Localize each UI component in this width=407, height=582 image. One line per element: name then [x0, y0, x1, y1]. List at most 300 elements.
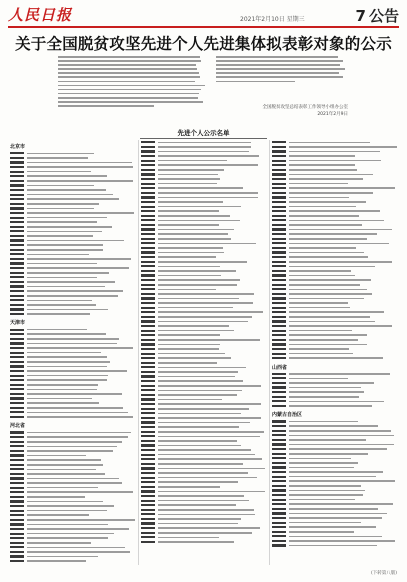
person-name-text: [141, 532, 155, 534]
person-name-text: [10, 194, 24, 196]
person-name-text: [141, 215, 155, 217]
section-heading: 天津市: [10, 320, 26, 327]
person-title-text: [289, 503, 393, 505]
person-title-text: [27, 235, 93, 237]
person-title-text: [158, 233, 228, 235]
person-title-text: [158, 266, 220, 268]
person-title-text: [27, 473, 105, 475]
intro-text-line: [58, 76, 200, 78]
person-title-text: [27, 254, 89, 256]
person-name-text: [10, 249, 24, 251]
person-title-text: [27, 407, 123, 409]
person-title-text: [27, 478, 119, 480]
person-name-text: [272, 155, 286, 157]
person-title-text: [27, 375, 108, 377]
person-title-text: [158, 256, 216, 258]
intro-text-left: [58, 56, 206, 109]
person-name-text: [272, 425, 286, 427]
person-name-text: [272, 466, 286, 468]
person-name-text: [272, 535, 286, 537]
person-name-text: [141, 513, 155, 515]
person-title-text: [158, 353, 225, 355]
person-name-text: [141, 284, 155, 286]
person-title-text: [27, 370, 127, 372]
person-name-text: [272, 274, 286, 276]
person-title-text: [289, 160, 381, 162]
person-title-text: [158, 481, 238, 483]
person-name-text: [10, 333, 24, 335]
person-name-text: [10, 477, 24, 479]
person-name-text: [10, 491, 24, 493]
person-title-text: [27, 528, 129, 530]
person-title-text: [27, 157, 88, 159]
person-title-text: [27, 203, 99, 205]
person-name-text: [141, 288, 155, 290]
issuer-name: 全国脱贫攻坚总结表彰工作领导小组办公室: [262, 105, 348, 110]
person-name-text: [272, 339, 286, 341]
person-title-text: [289, 401, 384, 403]
person-title-text: [27, 487, 98, 489]
person-name-text: [272, 457, 286, 459]
person-name-text: [10, 290, 24, 292]
person-title-text: [289, 382, 374, 384]
person-name-text: [10, 212, 24, 214]
person-name-text: [10, 347, 24, 349]
person-name-text: [272, 353, 286, 355]
person-title-text: [289, 142, 370, 144]
person-title-text: [289, 183, 348, 185]
person-title-text: [289, 229, 392, 231]
person-name-text: [10, 459, 24, 461]
person-name-text: [272, 178, 286, 180]
person-title-text: [289, 467, 354, 469]
person-title-text: [158, 174, 218, 176]
person-name-text: [141, 362, 155, 364]
person-title-text: [289, 307, 350, 309]
person-title-text: [158, 146, 251, 148]
person-name-text: [272, 297, 286, 299]
person-title-text: [289, 279, 371, 281]
person-name-text: [272, 284, 286, 286]
person-title-text: [27, 560, 86, 562]
person-name-text: [141, 541, 155, 543]
person-name-text: [141, 141, 155, 143]
person-title-text: [289, 344, 367, 346]
person-name-text: [10, 226, 24, 228]
person-name-text: [141, 293, 155, 295]
person-name-text: [141, 380, 155, 382]
person-name-text: [10, 487, 24, 489]
person-title-text: [27, 249, 103, 251]
intro-text-line: [58, 81, 195, 83]
person-name-text: [10, 253, 24, 255]
person-title-text: [27, 366, 107, 368]
person-name-text: [10, 166, 24, 168]
person-title-text: [289, 275, 355, 277]
person-title-text: [27, 338, 119, 340]
person-name-text: [141, 155, 155, 157]
person-title-text: [27, 217, 107, 219]
person-title-text: [289, 405, 372, 407]
person-name-text: [10, 230, 24, 232]
person-title-text: [27, 313, 90, 315]
person-name-text: [272, 320, 286, 322]
person-name-text: [141, 201, 155, 203]
list-item: [141, 540, 266, 545]
person-name-text: [141, 398, 155, 400]
person-title-text: [289, 321, 375, 323]
person-title-text: [289, 357, 383, 359]
person-title-text: [158, 302, 253, 304]
person-title-text: [158, 449, 251, 451]
person-name-text: [10, 281, 24, 283]
person-name-text: [10, 393, 24, 395]
person-title-text: [27, 263, 97, 265]
person-name-text: [272, 238, 286, 240]
person-title-text: [289, 289, 367, 291]
person-title-text: [289, 206, 356, 208]
intro-text-line: [58, 97, 198, 99]
person-title-text: [27, 556, 98, 558]
person-name-text: [141, 183, 155, 185]
person-title-text: [158, 192, 258, 194]
person-title-text: [289, 490, 365, 492]
person-title-text: [158, 376, 235, 378]
masthead: [8, 4, 399, 28]
person-title-text: [27, 198, 119, 200]
person-name-text: [272, 210, 286, 212]
person-title-text: [289, 430, 391, 432]
section-heading: 内蒙古自治区: [272, 412, 303, 419]
person-name-text: [10, 468, 24, 470]
text-column-2: [141, 140, 266, 565]
person-name-text: [10, 528, 24, 530]
person-title-text: [158, 155, 259, 157]
person-title-text: [158, 495, 244, 497]
person-name-text: [141, 353, 155, 355]
person-name-text: [272, 169, 286, 171]
person-title-text: [27, 226, 112, 228]
person-name-text: [10, 175, 24, 177]
person-name-text: [10, 551, 24, 553]
person-title-text: [27, 356, 107, 358]
person-name-text: [141, 403, 155, 405]
person-title-text: [289, 439, 366, 441]
list-item: [10, 312, 135, 317]
page-number: [356, 5, 399, 26]
person-title-text: [27, 162, 132, 164]
person-name-text: [10, 546, 24, 548]
person-title-text: [158, 463, 243, 465]
person-title-text: [158, 357, 231, 359]
person-name-text: [10, 445, 24, 447]
person-name-text: [272, 489, 286, 491]
person-name-text: [272, 302, 286, 304]
person-name-text: [141, 256, 155, 258]
person-name-text: [10, 407, 24, 409]
list-item: [272, 543, 397, 548]
person-title-text: [158, 339, 260, 341]
person-title-text: [158, 390, 242, 392]
person-name-text: [141, 233, 155, 235]
person-name-text: [10, 454, 24, 456]
person-title-text: [27, 464, 103, 466]
person-name-text: [272, 540, 286, 542]
person-title-text: [158, 160, 227, 162]
person-name-text: [272, 251, 286, 253]
person-name-text: [272, 499, 286, 501]
person-name-text: [10, 221, 24, 223]
person-title-text: [27, 267, 129, 269]
person-name-text: [272, 420, 286, 422]
person-title-text: [289, 494, 363, 496]
person-name-text: [272, 522, 286, 524]
person-name-text: [10, 436, 24, 438]
person-name-text: [272, 256, 286, 258]
person-name-text: [10, 379, 24, 381]
person-title-text: [27, 231, 102, 233]
person-title-text: [27, 347, 133, 349]
person-name-text: [10, 258, 24, 260]
intro-text-line: [58, 64, 196, 66]
person-title-text: [27, 542, 91, 544]
person-title-text: [27, 189, 106, 191]
person-name-text: [10, 161, 24, 163]
person-title-text: [27, 393, 122, 395]
person-title-text: [158, 527, 260, 529]
person-name-text: [272, 382, 286, 384]
person-name-text: [10, 342, 24, 344]
person-title-text: [289, 348, 349, 350]
person-title-text: [27, 505, 114, 507]
person-title-text: [289, 316, 370, 318]
person-title-text: [27, 361, 110, 363]
person-title-text: [27, 244, 103, 246]
person-name-text: [272, 192, 286, 194]
person-title-text: [27, 416, 133, 418]
page-title: 关于全国脱贫攻坚先进个人先进集体拟表彰对象的公示: [15, 35, 392, 53]
person-name-text: [141, 206, 155, 208]
person-title-text: [27, 309, 108, 311]
person-title-text: [158, 491, 265, 493]
person-title-text: [158, 380, 243, 382]
list-heading: 先进个人公示名单: [140, 128, 267, 139]
person-name-text: [141, 472, 155, 474]
person-title-text: [158, 183, 217, 185]
person-name-text: [10, 496, 24, 498]
person-title-text: [27, 519, 135, 521]
intro-text-line: [58, 105, 154, 107]
person-title-text: [289, 391, 364, 393]
person-name-text: [272, 434, 286, 436]
issue-date: 2021年2月10日 星期三: [240, 16, 305, 23]
person-name-text: [141, 270, 155, 272]
person-title-text: [27, 240, 124, 242]
person-name-text: [141, 348, 155, 350]
person-name-text: [272, 334, 286, 336]
intro-text-line: [58, 85, 205, 87]
intro-text-line: [58, 56, 200, 58]
person-title-text: [158, 417, 261, 419]
person-name-text: [10, 519, 24, 521]
person-title-text: [289, 146, 397, 148]
person-name-text: [141, 527, 155, 529]
person-title-text: [27, 441, 122, 443]
person-name-text: [141, 297, 155, 299]
person-name-text: [272, 430, 286, 432]
person-title-text: [158, 206, 241, 208]
person-title-text: [158, 454, 255, 456]
person-name-text: [141, 251, 155, 253]
person-name-text: [141, 412, 155, 414]
person-title-text: [27, 551, 130, 553]
person-title-text: [158, 509, 254, 511]
person-name-text: [10, 352, 24, 354]
person-name-text: [10, 464, 24, 466]
person-name-text: [10, 295, 24, 297]
person-title-text: [158, 261, 247, 263]
person-title-text: [289, 396, 359, 398]
person-name-text: [272, 377, 286, 379]
person-title-text: [158, 532, 252, 534]
person-name-text: [10, 542, 24, 544]
person-title-text: [158, 367, 246, 369]
person-title-text: [158, 178, 220, 180]
person-name-text: [10, 308, 24, 310]
person-title-text: [289, 531, 354, 533]
person-name-text: [141, 417, 155, 419]
person-title-text: [27, 277, 97, 279]
person-title-text: [289, 151, 380, 153]
intro-text-line: [216, 64, 340, 66]
person-name-text: [10, 285, 24, 287]
person-title-text: [27, 295, 118, 297]
person-title-text: [289, 462, 358, 464]
person-name-text: [141, 330, 155, 332]
intro-text-line: [58, 93, 199, 95]
person-name-text: [141, 164, 155, 166]
person-title-text: [27, 221, 97, 223]
intro-text-line: [58, 72, 199, 74]
person-title-text: [289, 187, 395, 189]
person-title-text: [158, 289, 216, 291]
person-name-text: [10, 384, 24, 386]
person-name-text: [10, 505, 24, 507]
person-title-text: [27, 208, 94, 210]
person-name-text: [272, 325, 286, 327]
person-title-text: [289, 522, 361, 524]
person-name-text: [141, 490, 155, 492]
person-title-text: [27, 304, 96, 306]
intro-text-line: [216, 72, 339, 74]
person-title-text: [289, 210, 380, 212]
person-name-text: [272, 443, 286, 445]
person-name-text: [141, 385, 155, 387]
page-section-label: 公告: [368, 7, 399, 25]
person-title-text: [158, 142, 251, 144]
person-title-text: [289, 499, 355, 501]
person-name-text: [10, 402, 24, 404]
person-name-text: [10, 338, 24, 340]
person-name-text: [141, 463, 155, 465]
person-name-text: [141, 238, 155, 240]
section-heading: 北京市: [10, 144, 26, 150]
person-name-text: [10, 500, 24, 502]
person-name-text: [272, 405, 286, 407]
person-name-text: [10, 152, 24, 154]
person-name-text: [272, 453, 286, 455]
person-title-text: [289, 284, 360, 286]
person-name-text: [272, 150, 286, 152]
person-name-text: [141, 431, 155, 433]
person-title-text: [158, 279, 240, 281]
person-name-text: [272, 373, 286, 375]
person-title-text: [289, 378, 348, 380]
person-title-text: [158, 486, 220, 488]
person-name-text: [10, 203, 24, 205]
person-name-text: [141, 536, 155, 538]
person-title-text: [27, 469, 96, 471]
person-title-text: [158, 518, 241, 520]
person-title-text: [289, 298, 364, 300]
issuer-date: 2021年2月9日: [317, 112, 348, 117]
person-title-text: [158, 436, 260, 438]
person-title-text: [27, 329, 87, 331]
person-name-text: [10, 244, 24, 246]
person-title-text: [158, 523, 238, 525]
person-name-text: [141, 509, 155, 511]
list-item: [272, 356, 397, 361]
person-name-text: [141, 146, 155, 148]
person-name-text: [272, 357, 286, 359]
person-title-text: [289, 169, 357, 171]
person-title-text: [27, 446, 117, 448]
person-name-text: [141, 196, 155, 198]
person-title-text: [158, 151, 249, 153]
person-name-text: [272, 288, 286, 290]
person-title-text: [27, 384, 98, 386]
person-title-text: [27, 402, 99, 404]
person-title-text: [289, 252, 364, 254]
person-title-text: [289, 508, 378, 510]
person-name-text: [272, 508, 286, 510]
person-name-text: [272, 265, 286, 267]
person-name-text: [272, 219, 286, 221]
person-title-text: [158, 537, 219, 539]
person-title-text: [158, 169, 224, 171]
person-title-text: [158, 252, 224, 254]
person-title-text: [27, 537, 108, 539]
intro-text-line: [216, 60, 343, 62]
person-name-text: [10, 560, 24, 562]
person-title-text: [289, 458, 351, 460]
person-title-text: [158, 316, 252, 318]
person-name-text: [272, 503, 286, 505]
person-title-text: [27, 412, 128, 414]
person-name-text: [272, 439, 286, 441]
intro-block: [58, 56, 348, 118]
person-name-text: [272, 330, 286, 332]
person-title-text: [27, 459, 101, 461]
person-name-text: [141, 339, 155, 341]
person-title-text: [289, 471, 383, 473]
person-title-text: [158, 348, 219, 350]
person-name-text: [272, 343, 286, 345]
person-title-text: [27, 398, 92, 400]
section-heading: 河北省: [10, 423, 26, 430]
person-title-text: [158, 215, 230, 217]
person-title-text: [289, 373, 390, 375]
